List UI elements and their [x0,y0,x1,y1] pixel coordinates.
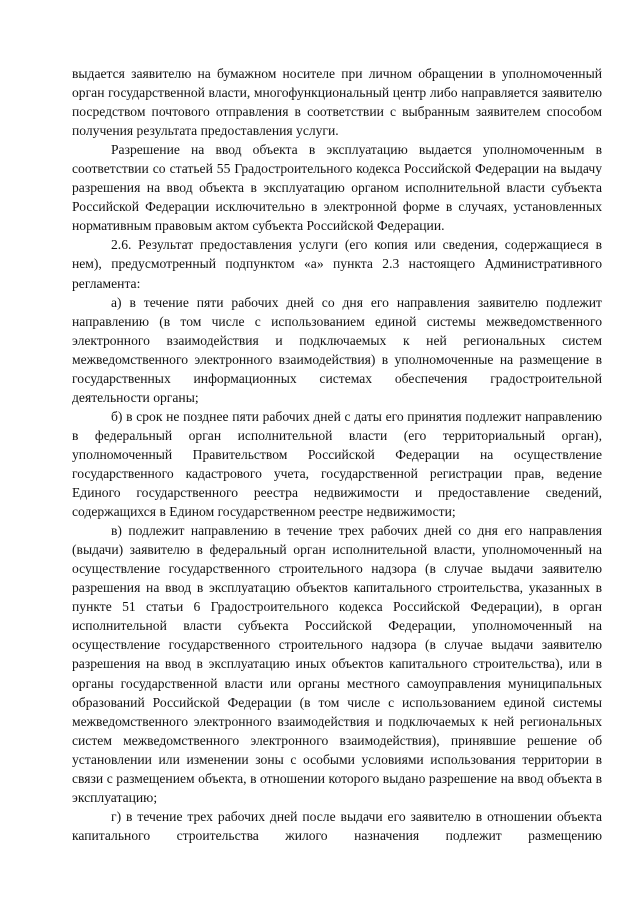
paragraph-item-g: г) в течение трех рабочих дней после выдачи его заявителю в отношении объекта капитального строительства жилого назначения подлежит размещению [72,808,602,843]
paragraph-item-a: а) в течение пяти рабочих дней со дня его направления заявителю подлежит направлению (в том числе с использованием единой системы межведомственного электронного взаимодействия и подключаемых к ней региональных систем межведомственного электронного взаимодействия) в уполномоченные на размещение в государственных информационных системах обеспечения градостроительной деятельности органы; [72,294,602,405]
paragraph-permit-electronic: Разрешение на ввод объекта в эксплуатацию выдается уполномоченным в соответствии со статьей 55 Градостроительного кодекса Российской Федерации на выдачу разрешения на ввод объекта в эксплуатацию органом исполнительной власти субъекта Российской Федерации исключительно в электронной форме в случаях, установленных нормативным правовым актом субъекта Российской Федерации. [72,142,602,234]
paragraph-continuation: выдается заявителю на бумажном носителе при личном обращении в уполномоченный орган государственной власти, многофункциональный центр либо направляется заявителю посредством почтового отправления в соответствии с выбранным заявителем способом получения результата предоставления услуги. [72,66,602,139]
paragraph-item-v: в) подлежит направлению в течение трех рабочих дней со дня его направления (выдачи) заявителю в федеральный орган исполнительной власти, уполномоченный на осуществление государственного строительного надзора (в случае выдачи заявителю разрешения на ввод в эксплуатацию объектов капитального строительства, указанных в пункте 51 статьи 6 Градостроительного кодекса Российской Федерации), в орган исполнительной власти субъекта Российской Федерации, уполномоченный на осуществление государственного строительного надзора (в случае выдачи заявителю разрешения на ввод в эксплуатацию иных объектов капитального строительства), или в органы государственной власти или органы местного самоуправления муниципальных образований Российской Федерации (в том числе с использованием единой системы межведомственного электронного взаимодействия и подключаемых к ней региональных систем межведомственного электронного взаимодействия), принявшие решение об установлении или изменении зоны с особыми условиями использования территории в связи с размещением объекта, в отношении которого выдано разрешение на ввод объекта в эксплуатацию; [72,523,602,805]
paragraph-item-b: б) в срок не позднее пяти рабочих дней с даты его принятия подлежит направлению в федеральный орган исполнительной власти (его территориальный орган), уполномоченный Правительством Российской Федерации на осуществление государственного кадастрового учета, государственной регистрации прав, ведение Единого государственного реестра недвижимости и предоставление сведений, содержащихся в Едином государственном реестре недвижимости; [72,408,602,520]
document-page [72,64,602,845]
paragraph-2-6: 2.6. Результат предоставления услуги (его копия или сведения, содержащиеся в нем), предусмотренный подпунктом «а» пункта 2.3 настоящего Административного регламента: [72,237,602,291]
